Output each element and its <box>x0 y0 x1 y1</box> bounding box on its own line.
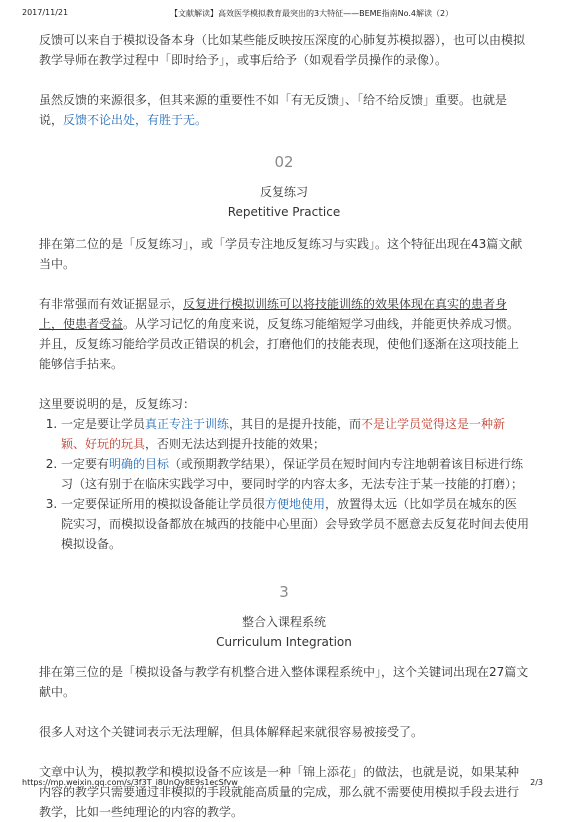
section-title-cn: 反复练习 <box>259 185 308 199</box>
section-title-en: Curriculum Integration <box>216 635 352 649</box>
text-run: 虽然反馈的来源很多，但其来源的重要性不如「有无反馈」、「给不给反馈」重要。也就是说， <box>39 93 508 127</box>
print-footer <box>22 778 543 790</box>
highlight-blue: 明确的目标 <box>109 457 170 471</box>
paragraph-feedback-source: 反馈可以来自于模拟设备本身（比如某些能反映按压深度的心肺复苏模拟器），也可以由模拟教学导师在教学过程中「即时给予」，或事后给予（如观看学员操作的录像）。 <box>39 33 526 67</box>
paragraph-evidence <box>39 294 529 374</box>
text-run: ，否则无法达到提升技能的效果； <box>145 437 326 451</box>
text-run: 有非常强而有效证据显示， <box>39 297 184 311</box>
list-item <box>61 454 529 494</box>
highlight-blue: 方便地使用 <box>265 497 326 511</box>
print-header <box>22 8 543 20</box>
text-run: 。从学习记忆的角度来说，反复练习能缩短学习曲线，并能更快养成习惯。并且，反复练习能给学员改正错误的机会，打磨他们的技能表现，使他们逐渐在这项技能上能够信手拈来。 <box>39 317 520 371</box>
paragraph-explanation: 很多人对这个关键词表示无法理解，但具体解释起来就很容易被接受了。 <box>39 725 424 739</box>
paragraph-rank-three: 排在第三位的是「模拟设备与教学有机整合进入整体课程系统中」，这个关键词出现在27篇文献中。 <box>39 665 529 699</box>
highlight-feedback-conclusion: 反馈不论出处，有胜于无。 <box>63 113 208 127</box>
section-header-3 <box>39 582 529 652</box>
print-date: 2017/11/21 <box>22 8 69 17</box>
section-title-en: Repetitive Practice <box>227 205 341 219</box>
section-title-cn: 整合入课程系统 <box>241 615 326 629</box>
underlined-evidence: 反复进行模拟训练可以将技能训练的效果体现在真实的患者身上，使患者受益 <box>39 297 508 331</box>
section-number: 3 <box>279 583 289 601</box>
paragraph-integration-detail: 文章中认为，模拟教学和模拟设备不应该是一种「锦上添花」的做法，也就是说，如果某种内容的教学只需要通过非模拟的手段就能高质量的完成，那么就不需要使用模拟手段去进行教学，比如一些纯理论的内容的教学。 <box>39 765 520 819</box>
source-url: https://mp.weixin.qq.com/s/3f3T_i8UnQy8E9s1ecSfvw <box>22 778 238 787</box>
practice-requirements-list <box>39 414 529 554</box>
text-run: 一定是要让学员 <box>61 417 146 431</box>
section-number: 02 <box>274 153 294 171</box>
text-run: ，其目的是提升技能，而 <box>229 417 362 431</box>
highlight-blue: 真正专注于训练 <box>145 417 230 431</box>
section-header-02 <box>39 152 529 222</box>
list-item <box>61 414 529 454</box>
text-run: （或预期教学结果），保证学员在短时间内专注地朝着该目标进行练习（这有别于在临床实践学习中，要同时学的内容太多，无法专注于某一技能的打磨）； <box>61 457 524 491</box>
highlight-red: 不是让学员觉得这是一种新颖、好玩的玩具 <box>61 417 506 451</box>
page-number: 2/3 <box>530 778 543 787</box>
paragraph-feedback-importance <box>39 90 529 130</box>
list-item <box>61 494 529 554</box>
paragraph-list-intro: 这里要说明的是，反复练习： <box>39 397 196 411</box>
text-run: 一定要有 <box>61 457 110 471</box>
article-body <box>39 30 529 822</box>
paragraph-rank-two: 排在第二位的是「反复练习」，或「学员专注地反复练习与实践」。这个特征出现在43篇文献当中。 <box>39 237 523 271</box>
print-title: 【文献解读】高效医学模拟教育最突出的3大特征——BEME指南No.4解读（2） <box>170 9 454 18</box>
text-run: 一定要保证所用的模拟设备能让学员很 <box>61 497 266 511</box>
text-run: ，放置得太远（比如学员在城东的医院实习，而模拟设备都放在城西的技能中心里面）会导致学员不愿意去反复花时间去使用模拟设备。 <box>61 497 530 551</box>
